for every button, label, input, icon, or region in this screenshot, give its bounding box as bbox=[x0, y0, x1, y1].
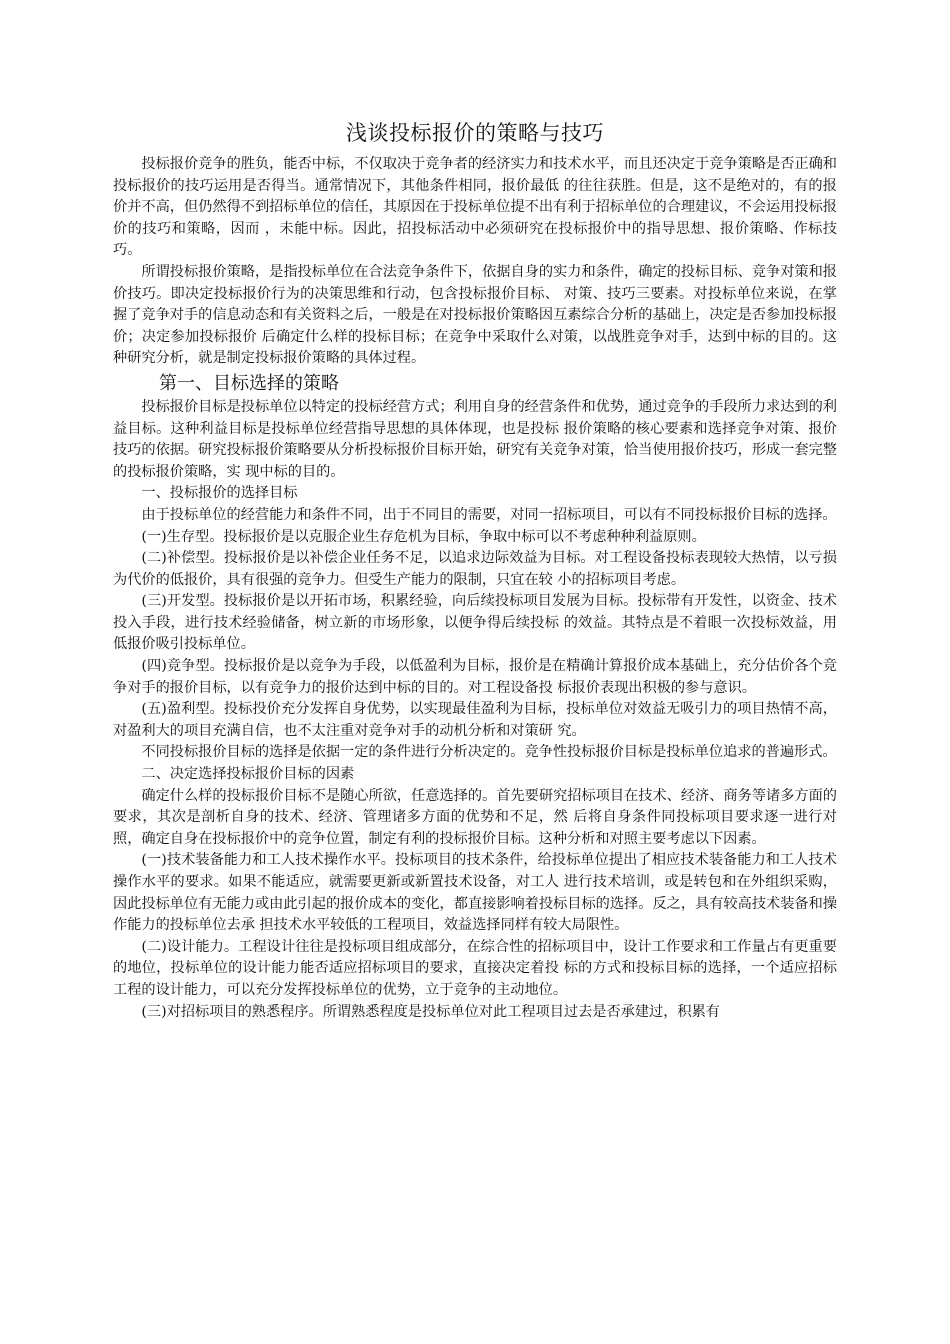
list-item-compensation: (二)补偿型。投标报价是以补偿企业任务不足，以追求边际效益为目标。对工程设备投标表现较大热情，以亏损为代价的低报价，具有很强的竞争力。但受生产能力的限制，只宜在较 小的招标项目考虑。 bbox=[113, 550, 837, 588]
list-item-development: (三)开发型。投标报价是以开拓市场，积累经验，向后续投标项目发展为目标。投标带有开发性，以资金、技术投入手段，进行技术经验储备，树立新的市场形象，以便争得后续投标 的效益。其特点是不着眼一次投标效益，用低报价吸引投标单位。 bbox=[113, 593, 837, 653]
section-paragraph: 投标报价目标是投标单位以特定的投标经营方式；利用自身的经营条件和优势，通过竞争的手段所力求达到的利益目标。这种利益目标是投标单位经营指导思想的具体体现，也是投标 报价策略的核心要素和选择竞争对策、报价技巧的依据。研究投标报价策略要从分析投标报价目标开始，研究有关竞争对策，恰当使用报价技巧，形成一套完整的投标报价策略，实 现中标的目的。 bbox=[113, 398, 837, 480]
section-heading: 第一、目标选择的策略 bbox=[159, 372, 339, 394]
section-paragraph: 确定什么样的投标报价目标不是随心所欲，任意选择的。首先要研究招标项目在技术、经济、商务等诸多方面的要求，其次是剖析自身的技术、经济、管理诸多方面的优势和不足，然 后将自身条件同投标项目要求逐一进行对照，确定自身在投标报价中的竞争位置，制定有利的投标报价目标。这种分析和对照主要考虑以下因素。 bbox=[113, 787, 837, 847]
list-item-profit: (五)盈利型。投标投价充分发挥自身优势，以实现最佳盈利为目标，投标单位对效益无吸引力的项目热情不高，对盈利大的项目充满自信，也不太注重对竞争对手的动机分析和对策研 究。 bbox=[113, 701, 837, 739]
document-page bbox=[113, 118, 837, 1023]
intro-paragraph-1: 投标报价竞争的胜负，能否中标，不仅取决于竞争者的经济实力和技术水平，而且还决定于竞争策略是否正确和投标报价的技巧运用是否得当。通常情况下，其他条件相同，报价最低 的往往获胜。但是，这不是绝对的，有的报价并不高，但仍然得不到招标单位的信任，其原因在于投标单位提不出有利于招标单位的合理建议，不会运用投标报价的技巧和策略，因而 ，未能中标。因此，招投标活动中必须研究在投标报价中的指导思想、报价策略、作标技巧。 bbox=[113, 156, 837, 259]
list-item-competition: (四)竞争型。投标报价是以竞争为手段，以低盈利为目标，报价是在精确计算报价成本基础上，充分估价各个竞争对手的报价目标，以有竞争力的报价达到中标的目的。对工程设备投 标报价表现出积极的参与意识。 bbox=[113, 658, 837, 696]
list-item-project-familiarity: (三)对招标项目的熟悉程序。所谓熟悉程度是投标单位对此工程项目过去是否承建过，积累有 bbox=[141, 1003, 720, 1020]
list-item-survival: (一)生存型。投标报价是以克服企业生存危机为目标，争取中标可以不考虑种种利益原则。 bbox=[141, 528, 706, 545]
section-paragraph: 由于投标单位的经营能力和条件不同，出于不同目的需要，对同一招标项目，可以有不同投标报价目标的选择。 bbox=[141, 506, 837, 523]
section-paragraph: 不同投标报价目标的选择是依据一定的条件进行分析决定的。竞争性投标报价目标是投标单位追求的普遍形式。 bbox=[141, 744, 837, 761]
subheading-selection-goals: 一、投标报价的选择目标 bbox=[141, 485, 298, 502]
list-item-design-capability: (二)设计能力。工程设计往往是投标项目组成部分，在综合性的招标项目中，设计工作要求和工作量占有更重要的地位，投标单位的设计能力能否适应招标项目的要求，直接决定着投 标的方式和投标目标的选择，一个适应招标工程的设计能力，可以充分发挥投标单位的优势，立于竞争的主动地位。 bbox=[113, 938, 837, 998]
subheading-selection-factors: 二、决定选择投标报价目标的因素 bbox=[141, 766, 355, 783]
list-item-technical-capability: (一)技术装备能力和工人技术操作水平。投标项目的技术条件，给投标单位提出了相应技术装备能力和工人技术操作水平的要求。如果不能适应，就需要更新或新置技术设备，对工人 进行技术培训，或是转包和在外组织采购，因此投标单位有无能力或由此引起的报价成本的变化，都直接影响着投标目标的选择。反之，具有较高技术装备和操作能力的投标单位去承 担技术水平较低的工程项目，效益选择同样有较大局限性。 bbox=[113, 852, 837, 934]
document-title: 浅谈投标报价的策略与技巧 bbox=[346, 121, 604, 145]
intro-paragraph-2: 所谓投标报价策略，是指投标单位在合法竞争条件下，依据自身的实力和条件，确定的投标目标、竞争对策和报价技巧。即决定投标报价行为的决策思维和行动，包含投标报价目标、 对策、技巧三要素。对投标单位来说，在掌握了竞争对手的信息动态和有关资料之后，一般是在对投标报价策略因互素综合分析的基础上，决定是否参加投标报价；决定参加投标报价 后确定什么样的投标目标；在竞争中采取什么对策，以战胜竞争对手，达到中标的目的。这种研究分析，就是制定投标报价策略的具体过程。 bbox=[113, 263, 837, 367]
